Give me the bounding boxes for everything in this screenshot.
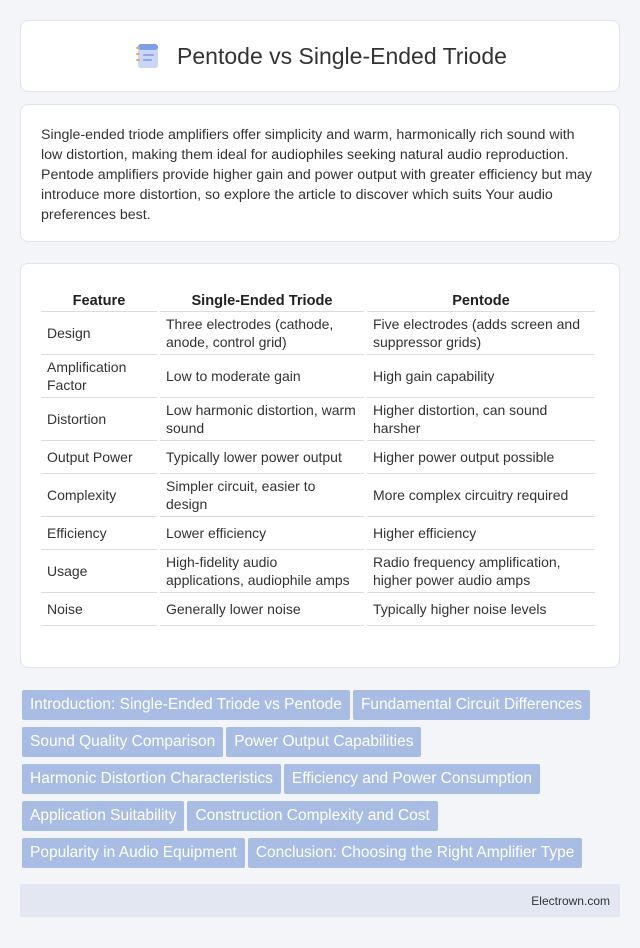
feature-cell: Amplification Factor [41,355,157,398]
tag-harmonic-distortion[interactable]: Harmonic Distortion Characteristics [22,764,281,794]
feature-cell: Usage [41,550,157,593]
tag-efficiency-power[interactable]: Efficiency and Power Consumption [284,764,540,794]
tag-fundamental-circuit-differences[interactable]: Fundamental Circuit Differences [353,690,590,720]
title-wrap [133,41,507,71]
table-row [41,441,595,474]
table-row [41,550,595,593]
feature-cell: Efficiency [41,517,157,550]
triode-cell: Simpler circuit, easier to design [160,474,364,517]
feature-cell: Design [41,312,157,355]
tag-construction-complexity[interactable]: Construction Complexity and Cost [187,801,437,831]
header-card [20,20,620,92]
footer [20,884,620,917]
triode-cell: High-fidelity audio applications, audiophile amps [160,550,364,593]
tag-sound-quality-comparison[interactable]: Sound Quality Comparison [22,727,223,757]
table-header-row [41,284,595,312]
header-feature: Feature [41,284,157,312]
header-single-ended-triode: Single-Ended Triode [160,284,364,312]
tag-popularity[interactable]: Popularity in Audio Equipment [22,838,245,868]
intro-paragraph: Single-ended triode amplifiers offer simplicity and warm, harmonically rich sound with low distortion, making them ideal for audiophiles seeking natural audio reproduction. Pentode amplifiers provide higher gain and power output with greater efficiency but may introduce more distortion, so explore the article to discover which suits Your audio preferences best. [41,127,593,223]
pentode-cell: More complex circuitry required [367,474,595,517]
triode-cell: Low harmonic distortion, warm sound [160,398,364,441]
tag-power-output-capabilities[interactable]: Power Output Capabilities [226,727,421,757]
tag-conclusion[interactable]: Conclusion: Choosing the Right Amplifier Type [248,838,583,868]
comparison-table [38,284,598,626]
comparison-card [20,263,620,668]
pentode-cell: Radio frequency amplification, higher power audio amps [367,550,595,593]
feature-cell: Complexity [41,474,157,517]
pentode-cell: High gain capability [367,355,595,398]
triode-cell: Three electrodes (cathode, anode, control grid) [160,312,364,355]
table-row [41,474,595,517]
pentode-cell: Higher distortion, can sound harsher [367,398,595,441]
pentode-cell: Typically higher noise levels [367,593,595,626]
feature-cell: Distortion [41,398,157,441]
footer-site-name[interactable]: Electrown.com [531,893,610,908]
table-row [41,355,595,398]
table-row [41,312,595,355]
feature-cell: Output Power [41,441,157,474]
intro-card [20,104,620,242]
pentode-cell: Higher efficiency [367,517,595,550]
pentode-cell: Higher power output possible [367,441,595,474]
tag-introduction[interactable]: Introduction: Single-Ended Triode vs Pentode [22,690,350,720]
triode-cell: Generally lower noise [160,593,364,626]
table-row [41,593,595,626]
triode-cell: Low to moderate gain [160,355,364,398]
header-pentode: Pentode [367,284,595,312]
topic-tags [22,690,622,875]
tag-application-suitability[interactable]: Application Suitability [22,801,184,831]
triode-cell: Typically lower power output [160,441,364,474]
feature-cell: Noise [41,593,157,626]
table-row [41,398,595,441]
pentode-cell: Five electrodes (adds screen and suppressor grids) [367,312,595,355]
document-icon [133,41,163,71]
table-row [41,517,595,550]
triode-cell: Lower efficiency [160,517,364,550]
page-title: Pentode vs Single-Ended Triode [177,42,507,69]
